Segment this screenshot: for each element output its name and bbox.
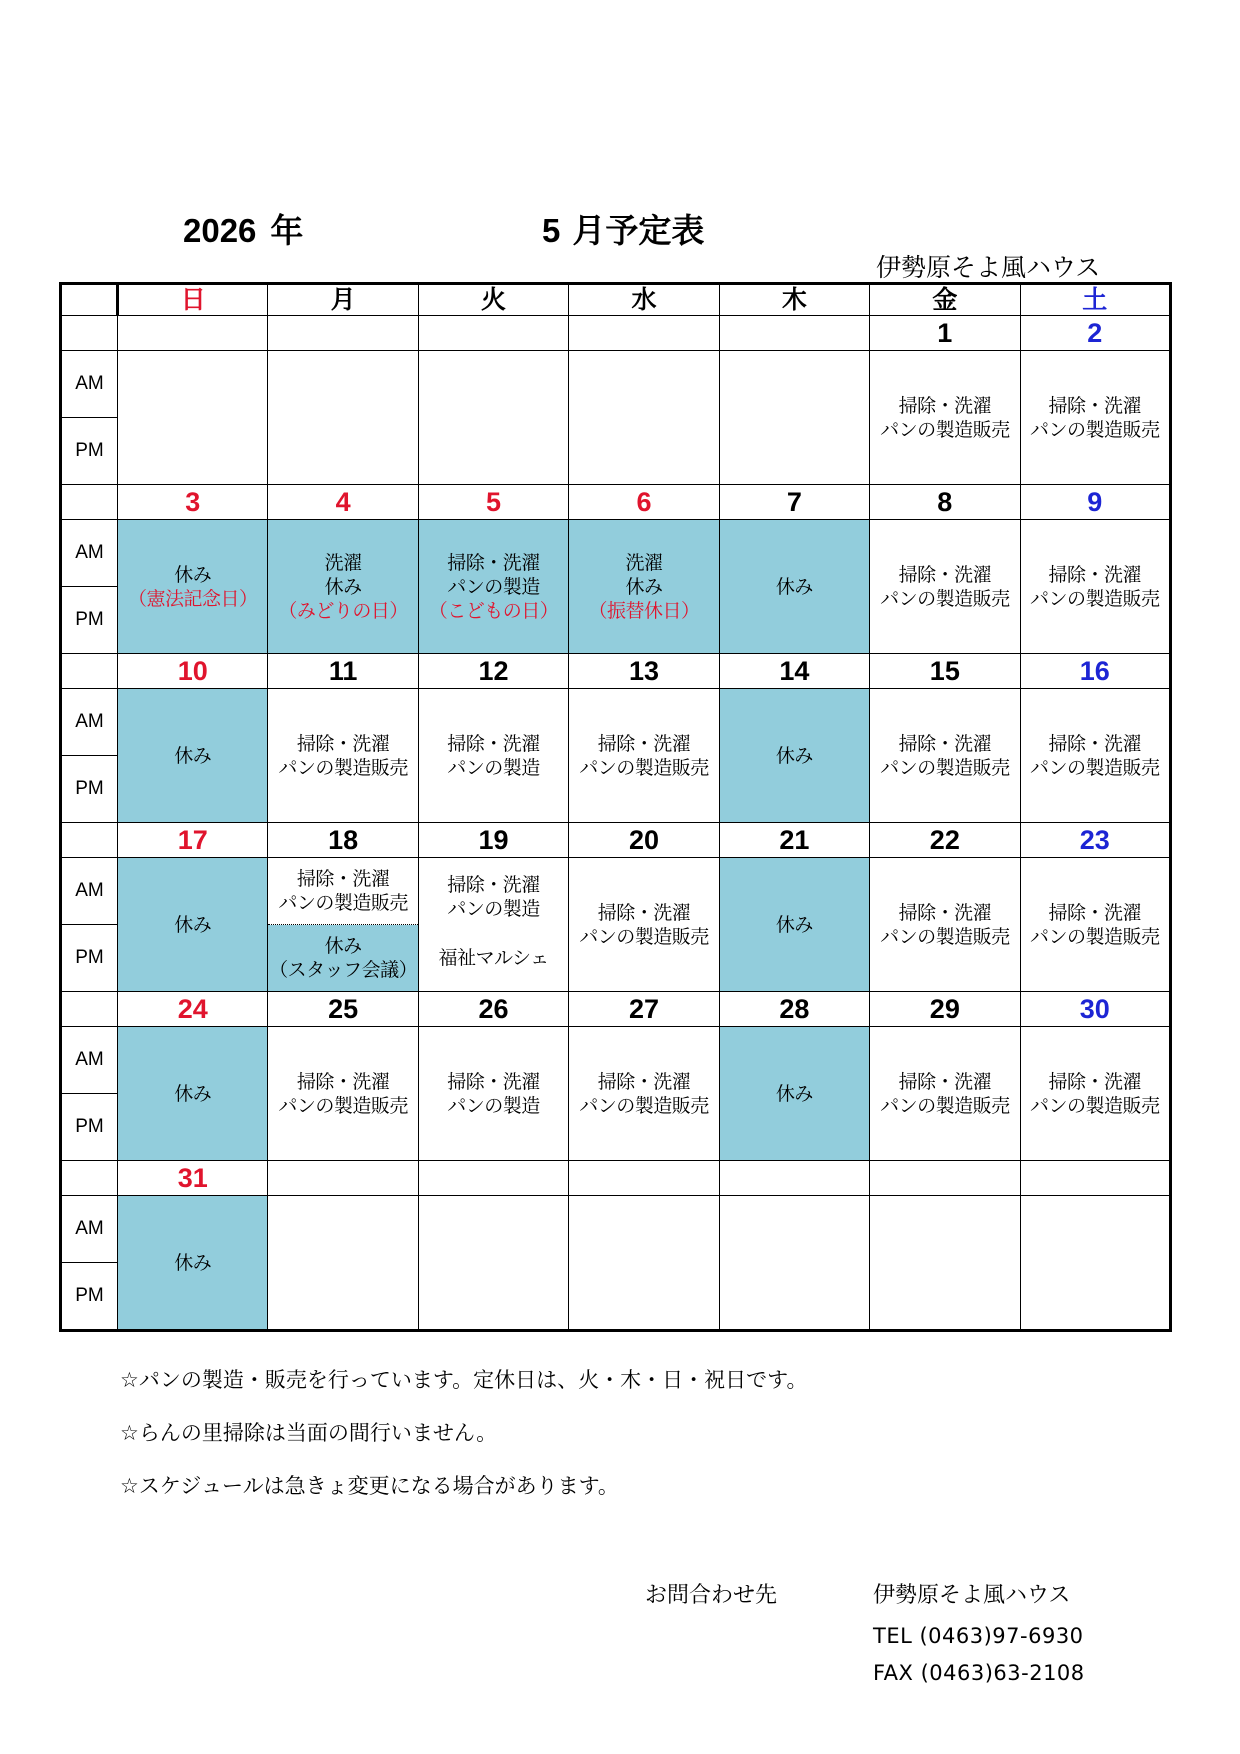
calendar-year [183, 205, 303, 252]
date-cell: 20 [569, 823, 719, 858]
date-cell [418, 1161, 568, 1196]
event-line: 掃除・洗濯 [898, 1070, 992, 1093]
split-schedule [419, 859, 568, 991]
date-cell [268, 1161, 418, 1196]
event-line: 掃除・洗濯 [597, 1070, 691, 1093]
schedule-cell-sun [118, 689, 268, 823]
event-line: 休み [775, 1082, 813, 1105]
schedule-calendar [59, 282, 1172, 1332]
event-list [569, 551, 718, 623]
event-line: パンの製造 [447, 756, 540, 779]
date-cell [418, 316, 568, 351]
schedule-cell-sat [1020, 1027, 1170, 1161]
schedule-cell-wed [569, 858, 719, 992]
schedule-cell-wed [569, 689, 719, 823]
schedule-cell-tue [418, 351, 568, 485]
event-line: 掃除・洗濯 [1048, 901, 1142, 924]
schedule-cell-fri [870, 1027, 1020, 1161]
schedule-cell-tue [418, 520, 568, 654]
event-line: 掃除・洗濯 [898, 901, 992, 924]
event-list [118, 744, 267, 768]
event-list [870, 901, 1019, 949]
schedule-cell-fri [870, 520, 1020, 654]
event-line: 休み [174, 744, 212, 767]
event-list [268, 551, 417, 623]
date-row [61, 485, 1171, 520]
schedule-cell-fri [870, 858, 1020, 992]
event-list [569, 901, 718, 949]
event-line: 掃除・洗濯 [1048, 563, 1142, 586]
schedule-cell-wed [569, 351, 719, 485]
date-cell: 4 [268, 485, 418, 520]
event-list [118, 913, 267, 937]
schedule-cell-sun [118, 1196, 268, 1331]
date-row-label [61, 654, 118, 689]
am-label: AM [61, 1027, 118, 1094]
schedule-cell-sun [118, 1027, 268, 1161]
weekday-sun: 日 [118, 284, 268, 316]
event-line: 休み [775, 913, 813, 936]
schedule-cell-tue [418, 858, 568, 992]
event-line: 洗濯 [324, 551, 362, 574]
schedule-cell-sun [118, 520, 268, 654]
event-line: パンの製造販売 [278, 756, 408, 779]
am-row [61, 858, 1171, 925]
event-list [118, 1082, 267, 1106]
schedule-cell-wed [569, 1027, 719, 1161]
date-cell [268, 316, 418, 351]
date-cell: 15 [870, 654, 1020, 689]
calendar-title [542, 205, 704, 252]
date-row-label [61, 1161, 118, 1196]
date-cell: 30 [1020, 992, 1170, 1027]
schedule-cell-thu [719, 858, 869, 992]
holiday-name: （みどりの日） [278, 599, 408, 622]
weekday-fri: 金 [870, 284, 1020, 316]
schedule-cell-sat [1020, 351, 1170, 485]
event-line: パンの製造 [447, 575, 540, 598]
schedule-cell-mon [268, 1196, 418, 1331]
date-row [61, 316, 1171, 351]
am-label: AM [61, 689, 118, 756]
date-row [61, 823, 1171, 858]
date-cell: 22 [870, 823, 1020, 858]
am-row [61, 351, 1171, 418]
date-cell: 19 [418, 823, 568, 858]
schedule-cell-wed [569, 520, 719, 654]
date-cell: 8 [870, 485, 1020, 520]
event-line: パンの製造 [447, 897, 540, 920]
event-line: 掃除・洗濯 [296, 868, 390, 890]
event-line: 休み [625, 575, 663, 598]
event-line: 掃除・洗濯 [898, 394, 992, 417]
am-row [61, 1027, 1171, 1094]
event-line: パンの製造販売 [1030, 925, 1160, 948]
pm-label: PM [61, 587, 118, 654]
event-list [870, 563, 1019, 611]
event-list [1021, 901, 1169, 949]
date-row-label [61, 823, 118, 858]
event-line: パンの製造 [447, 1094, 540, 1117]
year-number: 2026 [183, 212, 257, 249]
schedule-cell-sat [1020, 520, 1170, 654]
date-row-label [61, 485, 118, 520]
am-label: AM [61, 1196, 118, 1263]
date-cell [569, 1161, 719, 1196]
event-line: 福祉マルシェ [438, 946, 549, 969]
event-list [118, 1251, 267, 1275]
event-list [569, 732, 718, 780]
event-list [720, 744, 869, 768]
pm-events [419, 925, 568, 991]
event-line: （スタッフ会議） [269, 958, 418, 981]
schedule-cell-sat [1020, 689, 1170, 823]
event-line: 掃除・洗濯 [447, 1070, 540, 1093]
event-list [118, 563, 267, 611]
event-line: 掃除・洗濯 [447, 732, 540, 755]
event-line: 掃除・洗濯 [1048, 1070, 1142, 1093]
weekday-sat: 土 [1020, 284, 1170, 316]
date-cell: 13 [569, 654, 719, 689]
event-line: 洗濯 [625, 551, 663, 574]
date-row [61, 1161, 1171, 1196]
schedule-cell-tue [418, 1027, 568, 1161]
year-suffix: 年 [270, 211, 304, 250]
event-line: パンの製造販売 [1030, 756, 1160, 779]
am-label: AM [61, 858, 118, 925]
event-line: 休み [174, 913, 212, 936]
date-cell: 12 [418, 654, 568, 689]
weekday-header-row [61, 284, 1171, 316]
am-events [419, 859, 568, 925]
schedule-cell-thu [719, 1196, 869, 1331]
schedule-cell-fri [870, 689, 1020, 823]
event-line: 掃除・洗濯 [597, 732, 691, 755]
event-list [419, 732, 568, 780]
date-cell: 6 [569, 485, 719, 520]
am-label: AM [61, 520, 118, 587]
schedule-cell-wed [569, 1196, 719, 1331]
schedule-cell-mon [268, 351, 418, 485]
contact-fax: FAX (0463)63-2108 [873, 1661, 1085, 1685]
event-line: パンの製造販売 [880, 587, 1010, 610]
date-cell: 31 [118, 1161, 268, 1196]
weekday-wed: 水 [569, 284, 719, 316]
event-line: パンの製造販売 [278, 1094, 408, 1117]
event-list [720, 575, 869, 599]
date-cell: 18 [268, 823, 418, 858]
note-item: ☆スケジュールは急きょ変更になる場合があります。 [120, 1474, 619, 1498]
contact-tel: TEL (0463)97-6930 [873, 1624, 1084, 1648]
event-list [268, 732, 417, 780]
event-line: 休み [324, 934, 362, 957]
event-line: 休み [775, 744, 813, 767]
date-cell: 9 [1020, 485, 1170, 520]
event-line: パンの製造販売 [880, 418, 1010, 441]
event-line: 休み [174, 1082, 212, 1105]
month-title-suffix: 月予定表 [572, 211, 705, 250]
date-cell: 7 [719, 485, 869, 520]
contact-organization: 伊勢原そよ風ハウス [873, 1583, 1071, 1608]
date-cell [1020, 1161, 1170, 1196]
date-cell: 23 [1020, 823, 1170, 858]
schedule-cell-sat [1020, 1196, 1170, 1331]
event-list [720, 1082, 869, 1106]
date-cell: 27 [569, 992, 719, 1027]
date-cell [719, 1161, 869, 1196]
date-cell: 1 [870, 316, 1020, 351]
date-row-label [61, 992, 118, 1027]
schedule-cell-sun [118, 858, 268, 992]
event-line: 掃除・洗濯 [898, 732, 992, 755]
schedule-cell-sun [118, 351, 268, 485]
pm-label: PM [61, 925, 118, 992]
am-label: AM [61, 351, 118, 418]
am-events [268, 859, 417, 925]
notes-section [120, 1364, 807, 1523]
event-list [870, 1070, 1019, 1118]
schedule-cell-thu [719, 351, 869, 485]
organization-name: 伊勢原そよ風ハウス [876, 253, 1101, 282]
note-item: ☆らんの里掃除は当面の間行いません。 [120, 1421, 498, 1445]
corner-cell [61, 284, 118, 316]
am-row [61, 1196, 1171, 1263]
contact-label: お問合わせ先 [645, 1583, 778, 1608]
event-line: パンの製造販売 [579, 1094, 709, 1117]
event-line: 掃除・洗濯 [1048, 732, 1142, 755]
event-line: 休み [324, 575, 362, 598]
date-cell [719, 316, 869, 351]
event-line: パンの製造販売 [880, 925, 1010, 948]
event-line: パンの製造販売 [1030, 418, 1160, 441]
pm-label: PM [61, 418, 118, 485]
date-cell: 5 [418, 485, 568, 520]
date-cell: 3 [118, 485, 268, 520]
weekday-mon: 月 [268, 284, 418, 316]
schedule-cell-sat [1020, 858, 1170, 992]
date-row [61, 654, 1171, 689]
note-item: ☆パンの製造・販売を行っています。定休日は、火・木・日・祝日です。 [120, 1368, 808, 1392]
event-list [268, 1070, 417, 1118]
date-cell: 2 [1020, 316, 1170, 351]
split-schedule [268, 859, 417, 991]
date-cell [870, 1161, 1020, 1196]
schedule-cell-mon [268, 689, 418, 823]
date-cell: 24 [118, 992, 268, 1027]
schedule-cell-fri [870, 1196, 1020, 1331]
date-cell: 17 [118, 823, 268, 858]
date-cell: 28 [719, 992, 869, 1027]
schedule-cell-tue [418, 689, 568, 823]
schedule-cell-mon [268, 520, 418, 654]
event-list [1021, 563, 1169, 611]
date-cell: 26 [418, 992, 568, 1027]
event-list [870, 732, 1019, 780]
schedule-cell-mon [268, 858, 418, 992]
date-cell: 21 [719, 823, 869, 858]
event-line: パンの製造販売 [1030, 1094, 1160, 1117]
weekday-tue: 火 [418, 284, 568, 316]
event-line: パンの製造販売 [880, 756, 1010, 779]
date-cell [569, 316, 719, 351]
event-list [569, 1070, 718, 1118]
event-line: パンの製造販売 [880, 1094, 1010, 1117]
schedule-cell-thu [719, 689, 869, 823]
date-cell: 11 [268, 654, 418, 689]
date-cell: 10 [118, 654, 268, 689]
pm-events [268, 925, 417, 991]
pm-label: PM [61, 1263, 118, 1331]
date-cell: 14 [719, 654, 869, 689]
schedule-cell-thu [719, 1027, 869, 1161]
event-line: 掃除・洗濯 [597, 901, 691, 924]
event-line: 掃除・洗濯 [447, 873, 540, 896]
event-line: 掃除・洗濯 [447, 551, 540, 574]
event-line: パンの製造販売 [278, 892, 408, 914]
event-line: パンの製造販売 [1030, 587, 1160, 610]
event-list [1021, 1070, 1169, 1118]
am-row [61, 520, 1171, 587]
holiday-name: （振替休日） [588, 599, 700, 622]
pm-label: PM [61, 756, 118, 823]
date-cell: 16 [1020, 654, 1170, 689]
date-row-label [61, 316, 118, 351]
event-line: パンの製造販売 [579, 925, 709, 948]
event-list [1021, 394, 1169, 442]
schedule-cell-thu [719, 520, 869, 654]
event-list [870, 394, 1019, 442]
date-row [61, 992, 1171, 1027]
event-line: 掃除・洗濯 [898, 563, 992, 586]
event-list [1021, 732, 1169, 780]
date-cell [118, 316, 268, 351]
event-line: パンの製造販売 [579, 756, 709, 779]
date-cell: 25 [268, 992, 418, 1027]
event-list [720, 913, 869, 937]
holiday-name: （こどもの日） [428, 599, 559, 622]
pm-label: PM [61, 1094, 118, 1161]
event-list [419, 551, 568, 623]
event-list [419, 1070, 568, 1118]
event-line: 掃除・洗濯 [296, 1070, 390, 1093]
schedule-cell-fri [870, 351, 1020, 485]
event-line: 掃除・洗濯 [1048, 394, 1142, 417]
event-line: 休み [174, 563, 212, 586]
holiday-name: （憲法記念日） [127, 587, 258, 610]
event-line: 休み [775, 575, 813, 598]
event-line: 掃除・洗濯 [296, 732, 390, 755]
schedule-cell-mon [268, 1027, 418, 1161]
schedule-cell-tue [418, 1196, 568, 1331]
am-row [61, 689, 1171, 756]
month-number: 5 [542, 212, 561, 249]
weekday-thu: 木 [719, 284, 869, 316]
event-line: 休み [174, 1251, 212, 1274]
date-cell: 29 [870, 992, 1020, 1027]
